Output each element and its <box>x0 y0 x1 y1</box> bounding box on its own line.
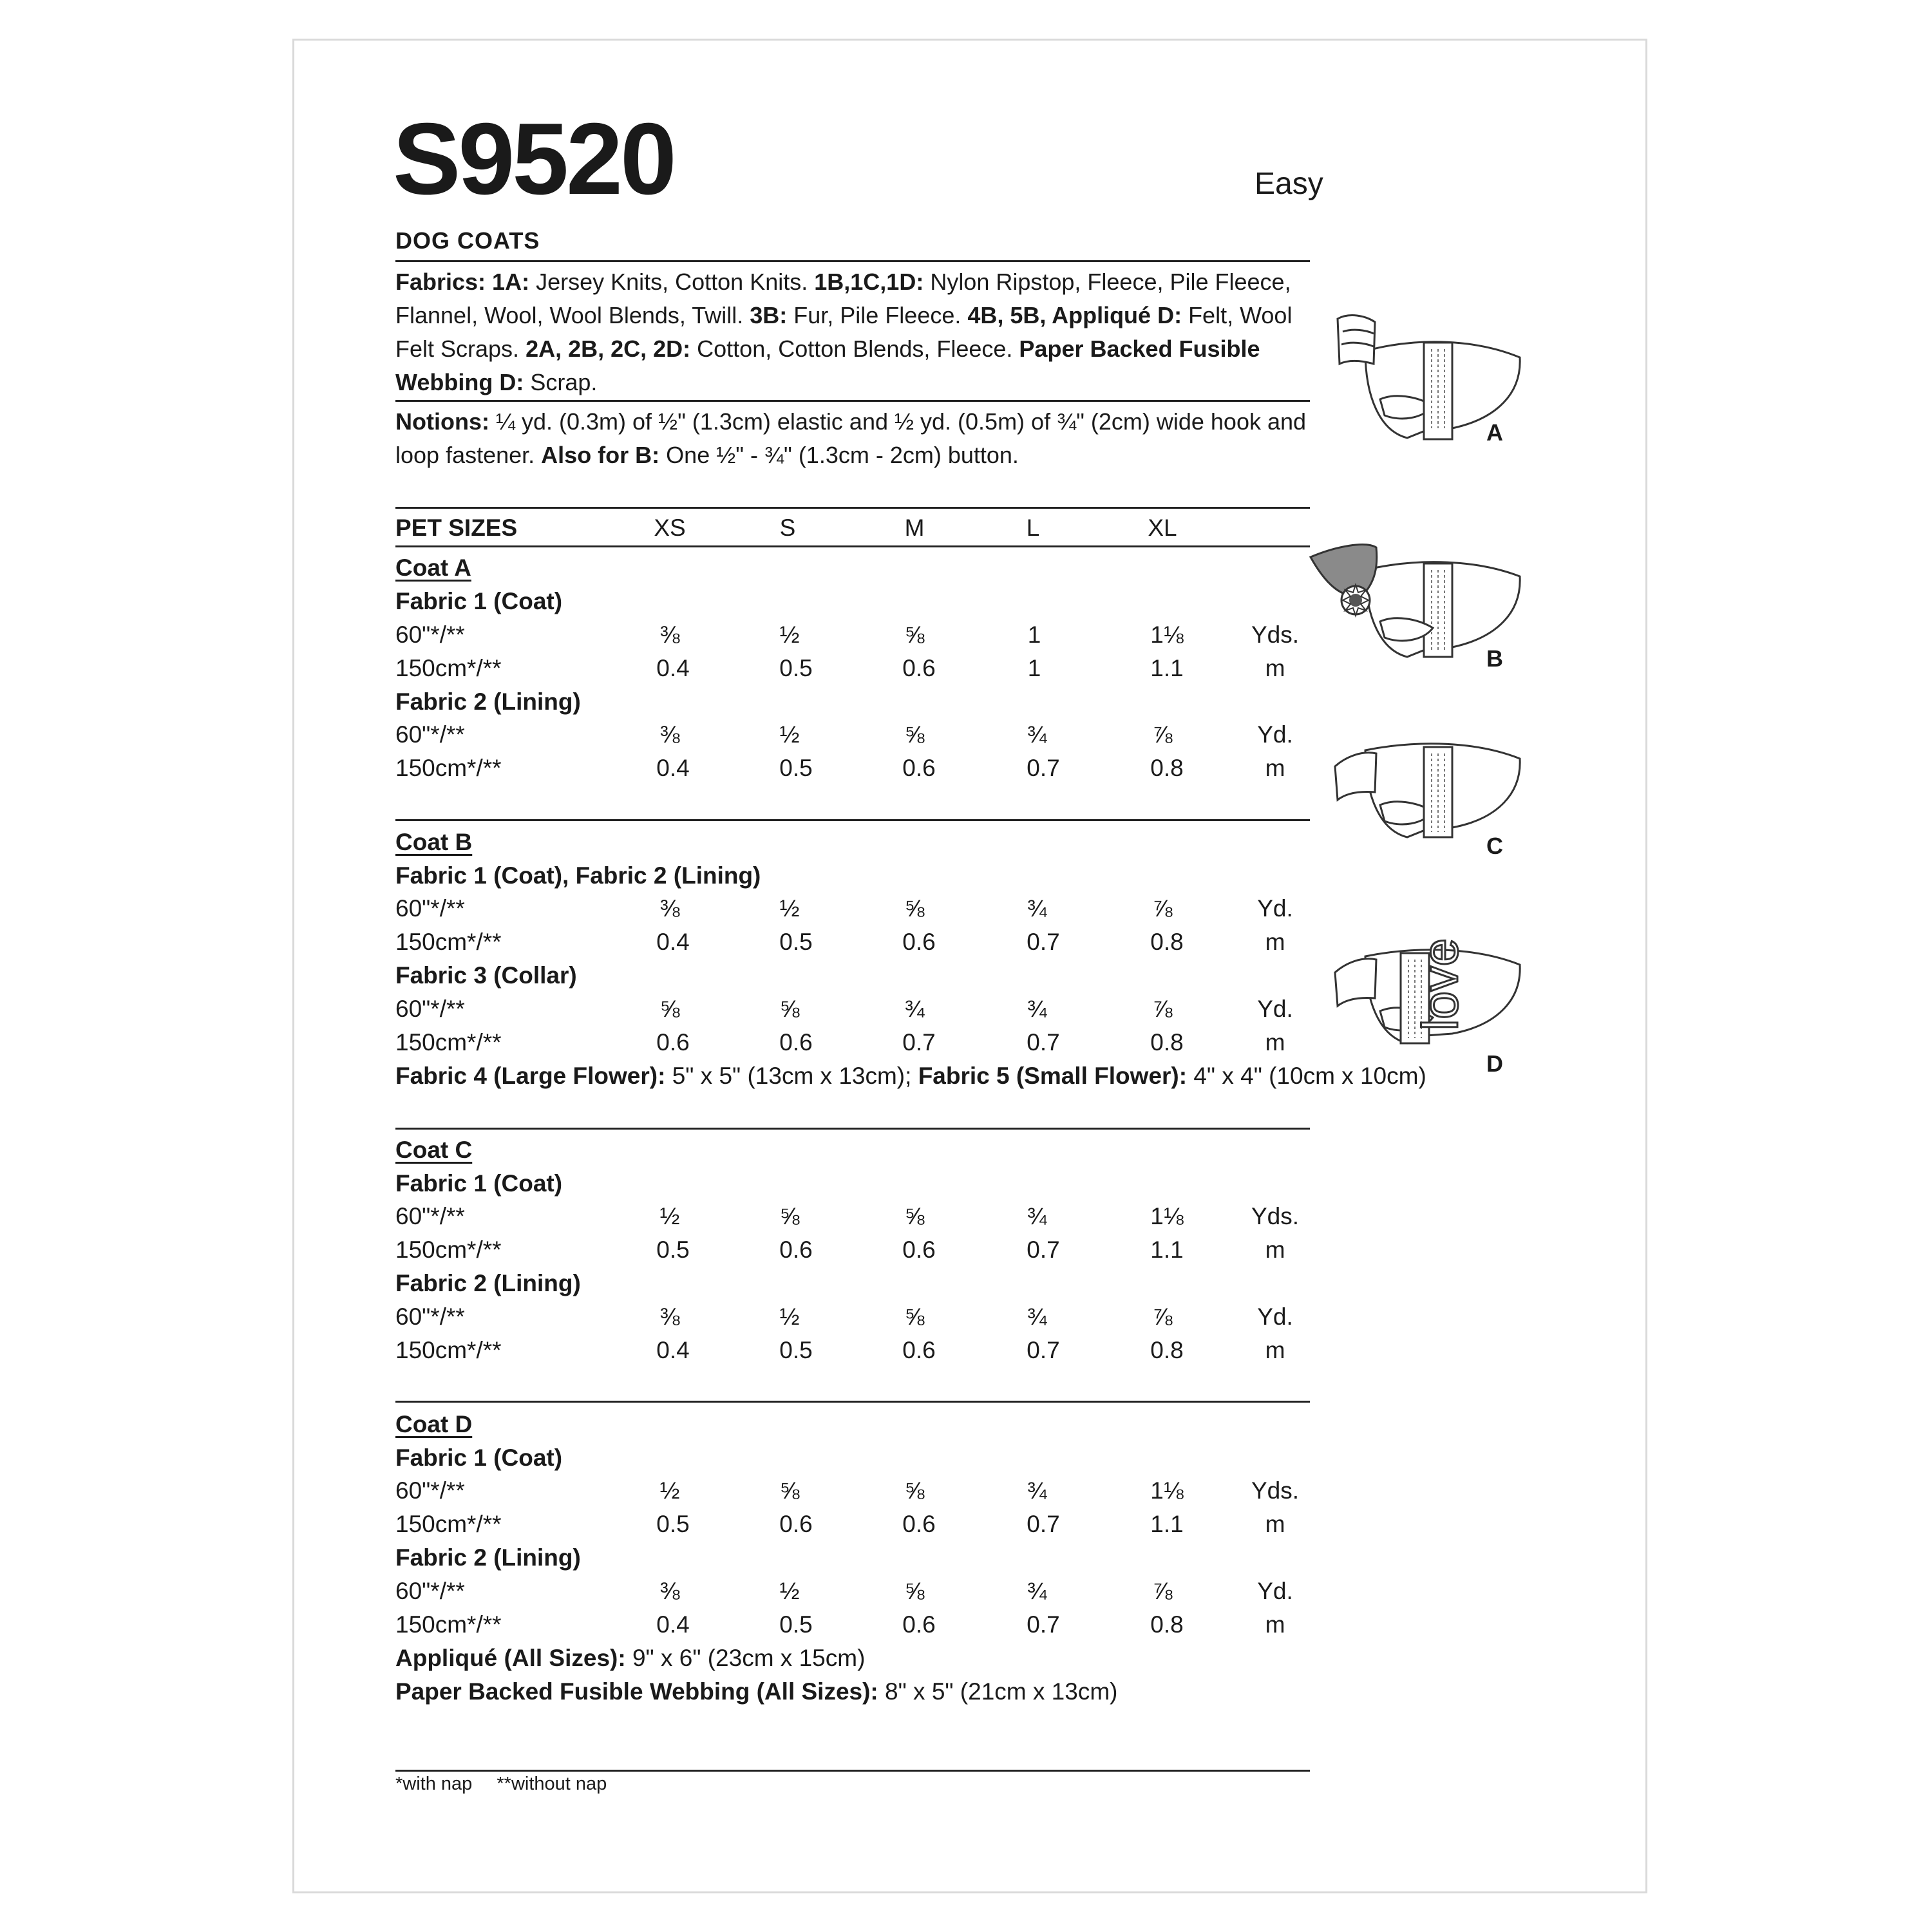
bold-label: 3B: <box>750 302 788 328</box>
row-label: 150cm*/** <box>395 1511 502 1537</box>
row-label: 60"*/** <box>395 1477 465 1504</box>
difficulty-level: Easy <box>1255 167 1323 201</box>
applique-love-text: love <box>1412 938 1468 1030</box>
value-unit: Yd. <box>1257 1303 1293 1330</box>
value-xl: 1.1 <box>1150 655 1184 681</box>
rule-title <box>395 260 1310 262</box>
coat-b-heading: Coat B <box>395 829 473 855</box>
coat-d-heading: Coat D <box>395 1411 473 1437</box>
bold-label: 1B,1C,1D: <box>814 269 924 295</box>
bold-label: Appliqué (All Sizes): <box>395 1645 626 1671</box>
row-label: 60"*/** <box>395 1578 465 1604</box>
value-unit: m <box>1265 1511 1285 1537</box>
value-xs: ⅝ <box>659 996 680 1022</box>
value-s: ½ <box>779 1578 800 1604</box>
text-run: One ½" - ¾" (1.3cm - 2cm) button. <box>659 442 1019 468</box>
coat-d-illustration <box>1304 908 1542 1082</box>
value-s: ½ <box>779 621 800 648</box>
bold-label: 4B, 5B, Appliqué D: <box>967 302 1182 328</box>
row-label: 60"*/** <box>395 1303 465 1330</box>
coat-d-fabric2-heading: Fabric 2 (Lining) <box>395 1544 581 1571</box>
value-s: 0.5 <box>779 1611 813 1638</box>
coat-c-fabric1-heading: Fabric 1 (Coat) <box>395 1170 563 1197</box>
value-unit: m <box>1265 655 1285 681</box>
value-m: ¾ <box>904 996 925 1022</box>
value-unit: Yd. <box>1257 1578 1293 1604</box>
row-label: 60"*/** <box>395 996 465 1022</box>
coat-a-fabric1-heading: Fabric 1 (Coat) <box>395 588 563 614</box>
view-letter-a: A <box>1486 419 1503 446</box>
notions-paragraph <box>395 405 1310 472</box>
value-m: 0.7 <box>902 1029 936 1056</box>
row-label: 150cm*/** <box>395 1337 502 1363</box>
value-l: 0.7 <box>1027 929 1060 955</box>
value-m: 0.6 <box>902 1511 936 1537</box>
value-unit: m <box>1265 929 1285 955</box>
value-s: 0.6 <box>779 1236 813 1263</box>
value-unit: m <box>1265 1029 1285 1056</box>
value-l: 0.7 <box>1027 1236 1060 1263</box>
text-run: Nylon Ripstop, Fleece, Pile Fleece, Flannel, Wool, Wool Blends, Twill. <box>395 269 1291 328</box>
value-unit: Yd. <box>1257 996 1293 1022</box>
value-xs: 0.6 <box>656 1029 690 1056</box>
value-l: ¾ <box>1027 1303 1047 1330</box>
fabrics-paragraph <box>395 265 1310 399</box>
value-s: ½ <box>779 895 800 922</box>
footnotes <box>395 1775 626 1794</box>
value-m: ⅝ <box>904 621 925 648</box>
bold-label: Notions: <box>395 408 489 435</box>
value-l: 0.7 <box>1027 755 1060 781</box>
value-xl: 1⅛ <box>1150 1477 1184 1504</box>
text-run: 9" x 6" (23cm x 15cm) <box>625 1645 866 1671</box>
coat-c-fabric2-heading: Fabric 2 (Lining) <box>395 1270 581 1296</box>
value-l: 0.7 <box>1027 1029 1060 1056</box>
value-xl: 1⅛ <box>1150 1203 1184 1229</box>
value-m: 0.6 <box>902 1337 936 1363</box>
text-run: ¼ yd. (0.3m) of ½" (1.3cm) elastic and ½ yd. (0.5m) of ¾" (2cm) wide hook and loop fastener. <box>395 408 1307 468</box>
row-label: 150cm*/** <box>395 1029 502 1056</box>
size-header-m: M <box>904 515 925 541</box>
value-unit: m <box>1265 1337 1285 1363</box>
value-s: 0.5 <box>779 655 813 681</box>
bold-label: Paper Backed Fusible Webbing (All Sizes): <box>395 1678 878 1705</box>
coat-d-webbing-note <box>395 1680 1117 1703</box>
value-m: 0.6 <box>902 1236 936 1263</box>
pet-sizes-label: PET SIZES <box>395 515 518 541</box>
text-run: 5" x 5" (13cm x 13cm); <box>665 1063 918 1089</box>
value-xl: ⅞ <box>1152 1303 1173 1330</box>
value-m: ⅝ <box>904 1303 925 1330</box>
value-xl: ⅞ <box>1152 996 1173 1022</box>
value-xl: ⅞ <box>1152 895 1173 922</box>
value-xs: 0.4 <box>656 755 690 781</box>
row-label: 60"*/** <box>395 621 465 648</box>
value-m: ⅝ <box>904 721 925 748</box>
rule-notions <box>395 400 1310 402</box>
size-header-l: L <box>1026 515 1040 541</box>
rule-coat-b <box>395 819 1310 821</box>
value-xs: ⅜ <box>659 895 680 922</box>
value-xs: ½ <box>659 1477 680 1504</box>
text-run: 8" x 5" (21cm x 13cm) <box>878 1678 1118 1705</box>
value-s: 0.5 <box>779 755 813 781</box>
value-unit: Yds. <box>1251 1477 1300 1504</box>
pattern-title: DOG COATS <box>395 227 540 254</box>
value-xl: ⅞ <box>1152 721 1173 748</box>
value-s: 0.5 <box>779 929 813 955</box>
text-run: Jersey Knits, Cotton Knits. <box>529 269 815 295</box>
value-xl: 0.8 <box>1150 1611 1184 1638</box>
value-xl: 1.1 <box>1150 1511 1184 1537</box>
value-m: ⅝ <box>904 895 925 922</box>
value-xs: 0.4 <box>656 1611 690 1638</box>
value-m: 0.6 <box>902 1611 936 1638</box>
value-m: 0.6 <box>902 755 936 781</box>
value-m: ⅝ <box>904 1477 925 1504</box>
value-s: ⅝ <box>779 1203 800 1229</box>
value-xs: ⅜ <box>659 1303 680 1330</box>
value-l: ¾ <box>1027 1578 1047 1604</box>
size-header-xs: XS <box>654 515 686 541</box>
value-xs: ½ <box>659 1203 680 1229</box>
value-s: ½ <box>779 1303 800 1330</box>
value-l: 1 <box>1027 655 1041 681</box>
value-s: 0.5 <box>779 1337 813 1363</box>
coat-b-flower-note <box>395 1064 1426 1088</box>
size-header-xl: XL <box>1148 515 1177 541</box>
value-s: ½ <box>779 721 800 748</box>
view-letter-b: B <box>1486 645 1503 672</box>
value-m: ⅝ <box>904 1578 925 1604</box>
coat-a-illustration <box>1304 303 1542 464</box>
coat-c-heading: Coat C <box>395 1137 473 1163</box>
text-run: Scrap. <box>524 369 598 395</box>
value-l: 0.7 <box>1027 1611 1060 1638</box>
text-run: 4" x 4" (10cm x 10cm) <box>1187 1063 1426 1089</box>
value-xl: 0.8 <box>1150 755 1184 781</box>
coat-b-fabric3-heading: Fabric 3 (Collar) <box>395 962 577 989</box>
row-label: 150cm*/** <box>395 1611 502 1638</box>
value-xs: 0.4 <box>656 655 690 681</box>
bold-label: Fabric 5 (Small Flower): <box>918 1063 1188 1089</box>
value-xs: ⅜ <box>659 721 680 748</box>
text-run: Fur, Pile Fleece. <box>787 302 968 328</box>
value-l: ¾ <box>1027 721 1047 748</box>
bold-label: Fabric 4 (Large Flower): <box>395 1063 666 1089</box>
row-label: 150cm*/** <box>395 929 502 955</box>
rule-coat-c <box>395 1128 1310 1130</box>
value-unit: Yds. <box>1251 1203 1300 1229</box>
row-label: 150cm*/** <box>395 755 502 781</box>
coat-a-heading: Coat A <box>395 554 471 581</box>
size-header-s: S <box>779 515 796 541</box>
bold-label: Also for B: <box>541 442 660 468</box>
value-l: 0.7 <box>1027 1511 1060 1537</box>
value-unit: Yd. <box>1257 895 1293 922</box>
value-unit: Yds. <box>1251 621 1300 648</box>
rule-sizes-top <box>395 507 1310 509</box>
value-xl: 1⅛ <box>1150 621 1184 648</box>
bold-label: 2A, 2B, 2C, 2D: <box>526 336 691 362</box>
bold-label: Paper Backed Fusible Webbing D: <box>395 336 1260 395</box>
value-l: ¾ <box>1027 1203 1047 1229</box>
value-xs: 0.5 <box>656 1236 690 1263</box>
row-label: 150cm*/** <box>395 655 502 681</box>
value-unit: m <box>1265 755 1285 781</box>
value-m: 0.6 <box>902 655 936 681</box>
value-xl: ⅞ <box>1152 1578 1173 1604</box>
row-label: 60"*/** <box>395 1203 465 1229</box>
text-run: Cotton, Cotton Blends, Fleece. <box>690 336 1019 362</box>
value-xl: 1.1 <box>1150 1236 1184 1263</box>
coat-d-applique-note <box>395 1646 865 1670</box>
value-l: ¾ <box>1027 895 1047 922</box>
value-l: ¾ <box>1027 996 1047 1022</box>
value-m: ⅝ <box>904 1203 925 1229</box>
pattern-number: S9520 <box>393 102 674 216</box>
row-label: 60"*/** <box>395 895 465 922</box>
value-s: 0.6 <box>779 1511 813 1537</box>
footnote-with-nap: *with nap <box>395 1774 473 1794</box>
bold-label: Fabrics: 1A: <box>395 269 530 295</box>
coat-d-fabric1-heading: Fabric 1 (Coat) <box>395 1444 563 1471</box>
value-s: 0.6 <box>779 1029 813 1056</box>
value-xs: 0.5 <box>656 1511 690 1537</box>
row-label: 150cm*/** <box>395 1236 502 1263</box>
value-xs: 0.4 <box>656 1337 690 1363</box>
value-m: 0.6 <box>902 929 936 955</box>
value-s: ⅝ <box>779 1477 800 1504</box>
value-unit: m <box>1265 1236 1285 1263</box>
rule-sizes-bottom <box>395 545 1310 547</box>
view-letter-d: D <box>1486 1050 1503 1077</box>
value-xs: ⅜ <box>659 1578 680 1604</box>
value-xl: 0.8 <box>1150 1029 1184 1056</box>
text-run: Felt, Wool Felt Scraps. <box>395 302 1293 362</box>
row-label: 60"*/** <box>395 721 465 748</box>
value-xs: ⅜ <box>659 621 680 648</box>
value-l: 1 <box>1027 621 1041 648</box>
view-letter-c: C <box>1486 833 1503 859</box>
coat-c-illustration <box>1304 721 1542 863</box>
rule-footnotes <box>395 1770 1310 1772</box>
rule-coat-d <box>395 1401 1310 1403</box>
value-unit: m <box>1265 1611 1285 1638</box>
value-xl: 0.8 <box>1150 1337 1184 1363</box>
value-xs: 0.4 <box>656 929 690 955</box>
value-unit: Yd. <box>1257 721 1293 748</box>
value-s: ⅝ <box>779 996 800 1022</box>
coat-a-fabric2-heading: Fabric 2 (Lining) <box>395 688 581 715</box>
value-xl: 0.8 <box>1150 929 1184 955</box>
coat-b-fabric12-heading: Fabric 1 (Coat), Fabric 2 (Lining) <box>395 862 761 889</box>
coat-b-illustration <box>1304 528 1542 683</box>
value-l: 0.7 <box>1027 1337 1060 1363</box>
footnote-without-nap: **without nap <box>497 1774 607 1794</box>
value-l: ¾ <box>1027 1477 1047 1504</box>
